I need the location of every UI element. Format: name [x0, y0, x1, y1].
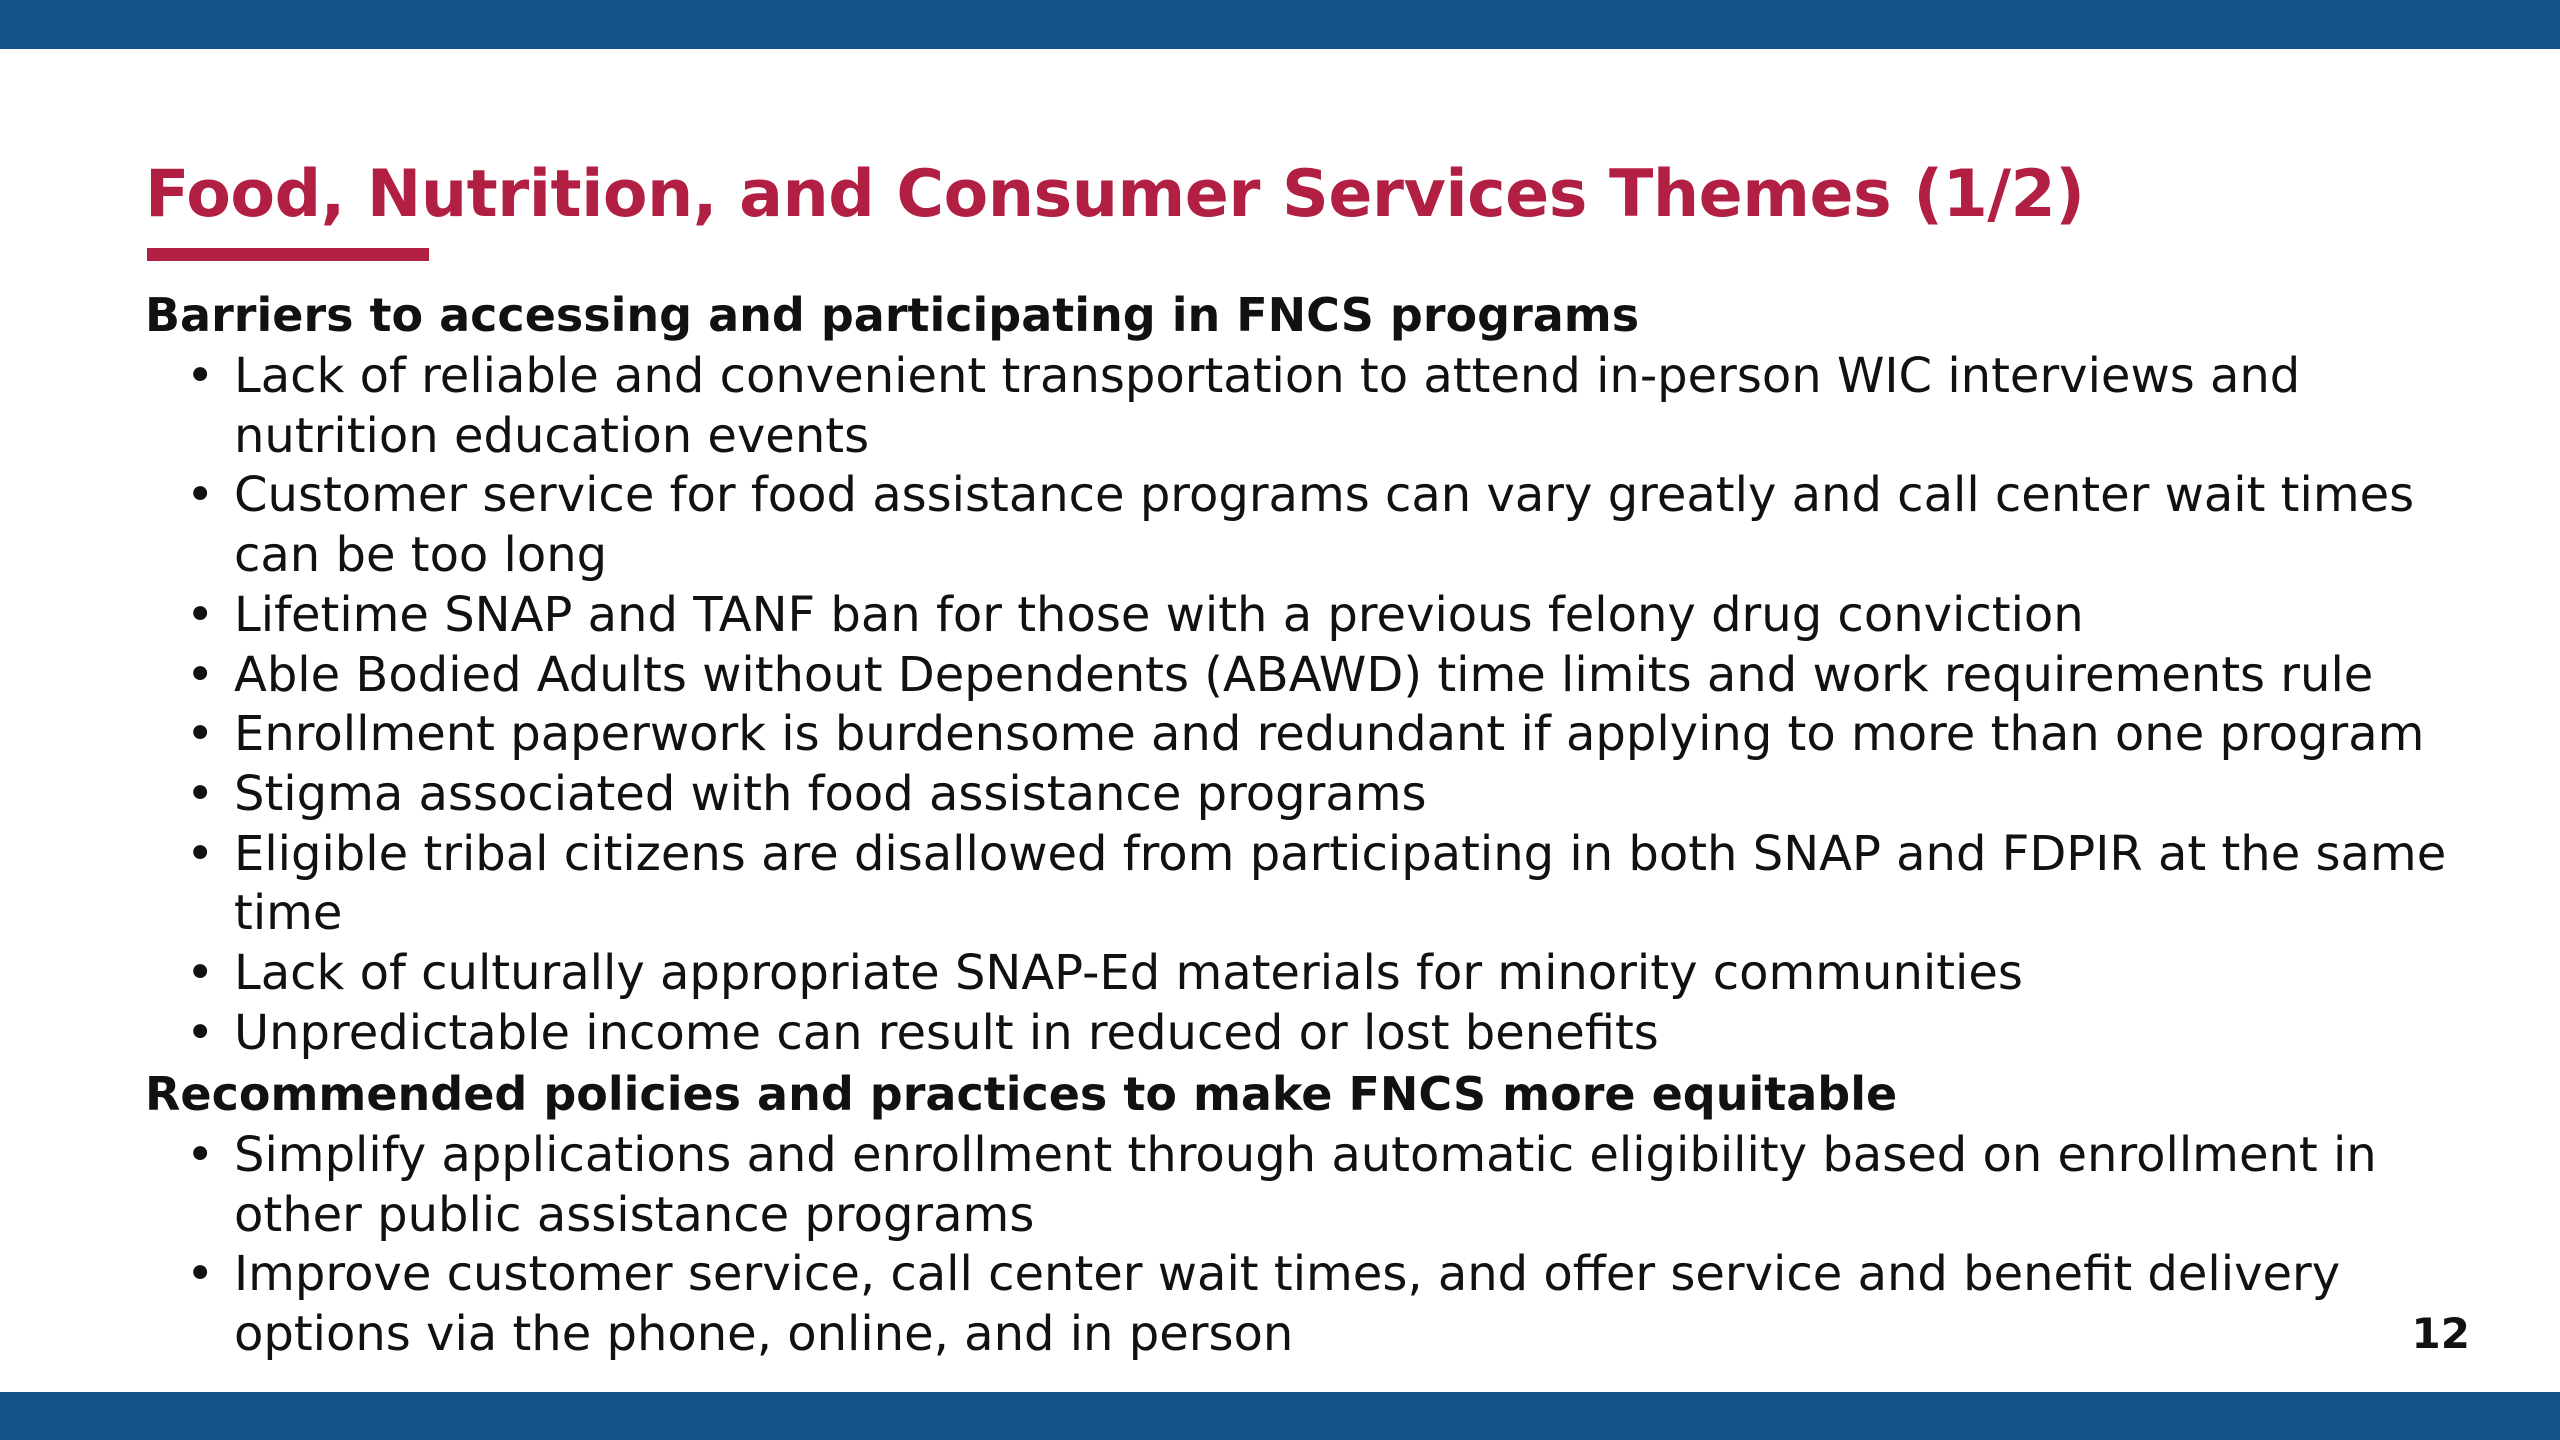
bullet-dot-icon: •: [186, 467, 215, 524]
list-item: • Simplify applications and enrollment through automatic eligibility based on enrollment in other public assistance programs: [186, 1127, 2377, 1243]
list-item: • Lack of reliable and convenient transportation to attend in-person WIC interviews and nutrition education events: [186, 348, 2301, 464]
section-heading-barriers: Barriers to accessing and participating in FNCS programs: [145, 288, 1640, 342]
section-heading-recommendations: Recommended policies and practices to make FNCS more equitable: [145, 1067, 1898, 1121]
list-item: • Lack of culturally appropriate SNAP-Ed materials for minority communities: [0, 944, 2500, 1004]
bullet-dot-icon: •: [186, 825, 215, 882]
page-number: 12: [2411, 1309, 2470, 1358]
bullet-dot-icon: •: [186, 1127, 215, 1183]
list-item: • Eligible tribal citizens are disallowed from participating in both SNAP and FDPIR at the same time: [186, 825, 2447, 942]
recommendations-list: [0, 1126, 2560, 1365]
bullet-dot-icon: •: [186, 945, 215, 1002]
list-item: • Unpredictable income can result in reduced or lost benefits: [0, 1004, 2500, 1064]
bullet-dot-icon: •: [186, 586, 215, 643]
bullet-dot-icon: •: [186, 1004, 215, 1061]
bullet-dot-icon: •: [186, 706, 215, 763]
top-banner: [0, 0, 2560, 49]
list-item: • Stigma associated with food assistance programs: [0, 765, 2500, 825]
bullet-dot-icon: •: [186, 1246, 215, 1303]
bullet-dot-icon: •: [186, 765, 215, 822]
list-item: • Improve customer service, call center wait times, and offer service and benefit delivery options via the phone, online, and in person: [186, 1246, 2341, 1363]
list-item: • Customer service for food assistance programs can vary greatly and call center wait times can be too long: [186, 467, 2415, 584]
title-underline: [147, 248, 429, 261]
bullet-dot-icon: •: [186, 646, 215, 703]
list-item: • Lifetime SNAP and TANF ban for those with a previous felony drug conviction: [0, 586, 2500, 646]
list-item: • Able Bodied Adults without Dependents (ABAWD) time limits and work requirements rule: [0, 646, 2500, 706]
bottom-banner: [0, 1392, 2560, 1440]
list-item: • Enrollment paperwork is burdensome and redundant if applying to more than one program: [0, 705, 2500, 765]
bullet-dot-icon: •: [186, 348, 215, 404]
barriers-list: [0, 347, 2560, 1063]
slide-title: Food, Nutrition, and Consumer Services Themes (1/2): [145, 157, 2085, 232]
